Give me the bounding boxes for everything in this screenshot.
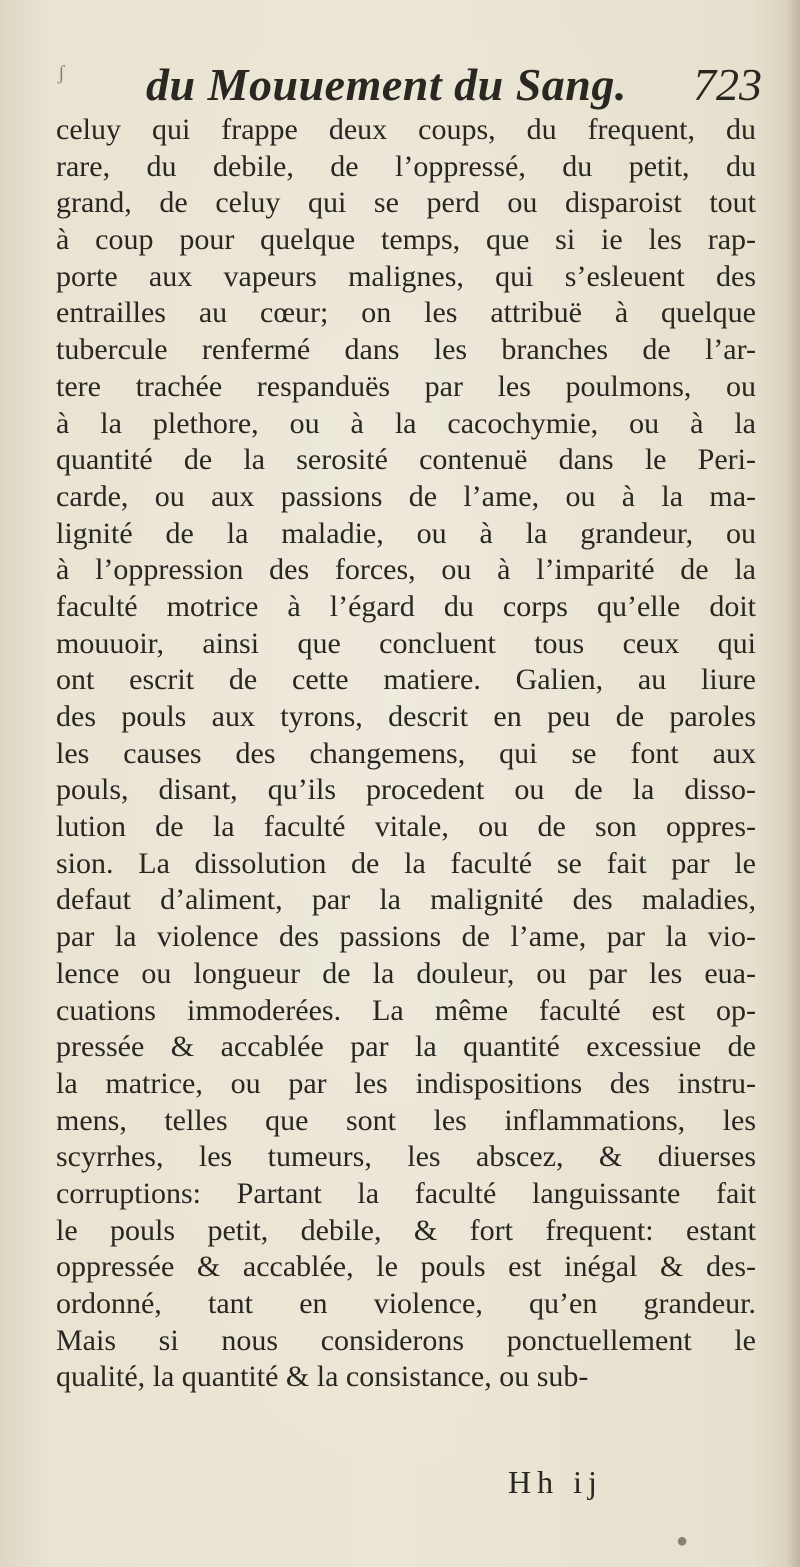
text-line: grand, de celuy qui se perd ou disparoist tout [56,186,756,220]
text-line: corruptions: Partant la faculté languissante fait [56,1176,756,1210]
text-line: mouuoir, ainsi que concluent tous ceux qui [56,626,756,660]
body-text [56,112,756,1396]
text-line: le pouls petit, debile, & fort frequent: estant [56,1213,756,1247]
text-line: des pouls aux tyrons, descrit en peu de paroles [56,700,756,733]
text-line: les causes des changemens, qui se font aux [56,736,756,770]
text-line: faculté motrice à l’égard du corps qu’elle doit [56,589,756,623]
text-line: mens, telles que sont les inflammations, les [56,1103,756,1137]
text-line: oppressée & accablée, le pouls est inégal & des- [56,1250,756,1284]
text-line: scyrrhes, les tumeurs, les abscez, & diuerses [56,1140,756,1174]
text-line: carde, ou aux passions de l’ame, ou à la ma- [56,479,756,513]
text-line: à l’oppression des forces, ou à l’imparité de la [56,553,756,587]
text-line: par la violence des passions de l’ame, par la vio- [56,920,756,954]
text-line: ont escrit de cette matiere. Galien, au liure [56,663,756,697]
text-line: entrailles au cœur; on les attribuë à quelque [56,296,756,330]
text-line: porte aux vapeurs malignes, qui s’esleuent des [56,259,756,293]
ink-dot-icon: ● [676,1530,689,1552]
text-line: lution de la faculté vitale, ou de son oppres- [56,810,756,844]
text-line: à la plethore, ou à la cacochymie, ou à la [56,406,756,440]
signature-mark: Hh ij [508,1464,603,1500]
text-line: pressée & accablée par la quantité excessiue de [56,1030,756,1064]
text-line: à coup pour quelque temps, que si ie les rap- [56,223,756,257]
text-line: pouls, disant, qu’ils procedent ou de la disso- [56,773,756,807]
text-line: celuy qui frappe deux coups, du frequent, du [56,113,756,146]
text-line: ordonné, tant en violence, qu’en grandeur. [56,1287,756,1320]
text-line: la matrice, ou par les indispositions des instru- [56,1066,756,1100]
text-line: lence ou longueur de la douleur, ou par les eua- [56,956,756,990]
text-line: cuations immoderées. La même faculté est op- [56,993,756,1027]
text-line: defaut d’aliment, par la malignité des maladies, [56,883,756,917]
text-line: tere trachée respanduës par les poulmons, ou [56,369,756,403]
text-line: rare, du debile, de l’oppressé, du petit, du [56,149,756,183]
text-line: lignité de la maladie, ou à la grandeur, ou [56,516,756,550]
text-line: quantité de la serosité contenuë dans le Peri- [56,443,756,477]
text-line: tubercule renfermé dans les branches de l’ar- [56,333,756,367]
text-line: Mais si nous considerons ponctuellement le [56,1323,756,1357]
text-line: qualité, la quantité & la consistance, ou sub- [56,1360,589,1394]
pencil-stroke-icon: ʃ [58,62,65,84]
page-number: 723 [693,59,762,110]
text-line: sion. La dissolution de la faculté se fait par le [56,846,756,880]
running-head [60,50,770,120]
running-title: du Mouuement du Sang. [146,59,627,110]
